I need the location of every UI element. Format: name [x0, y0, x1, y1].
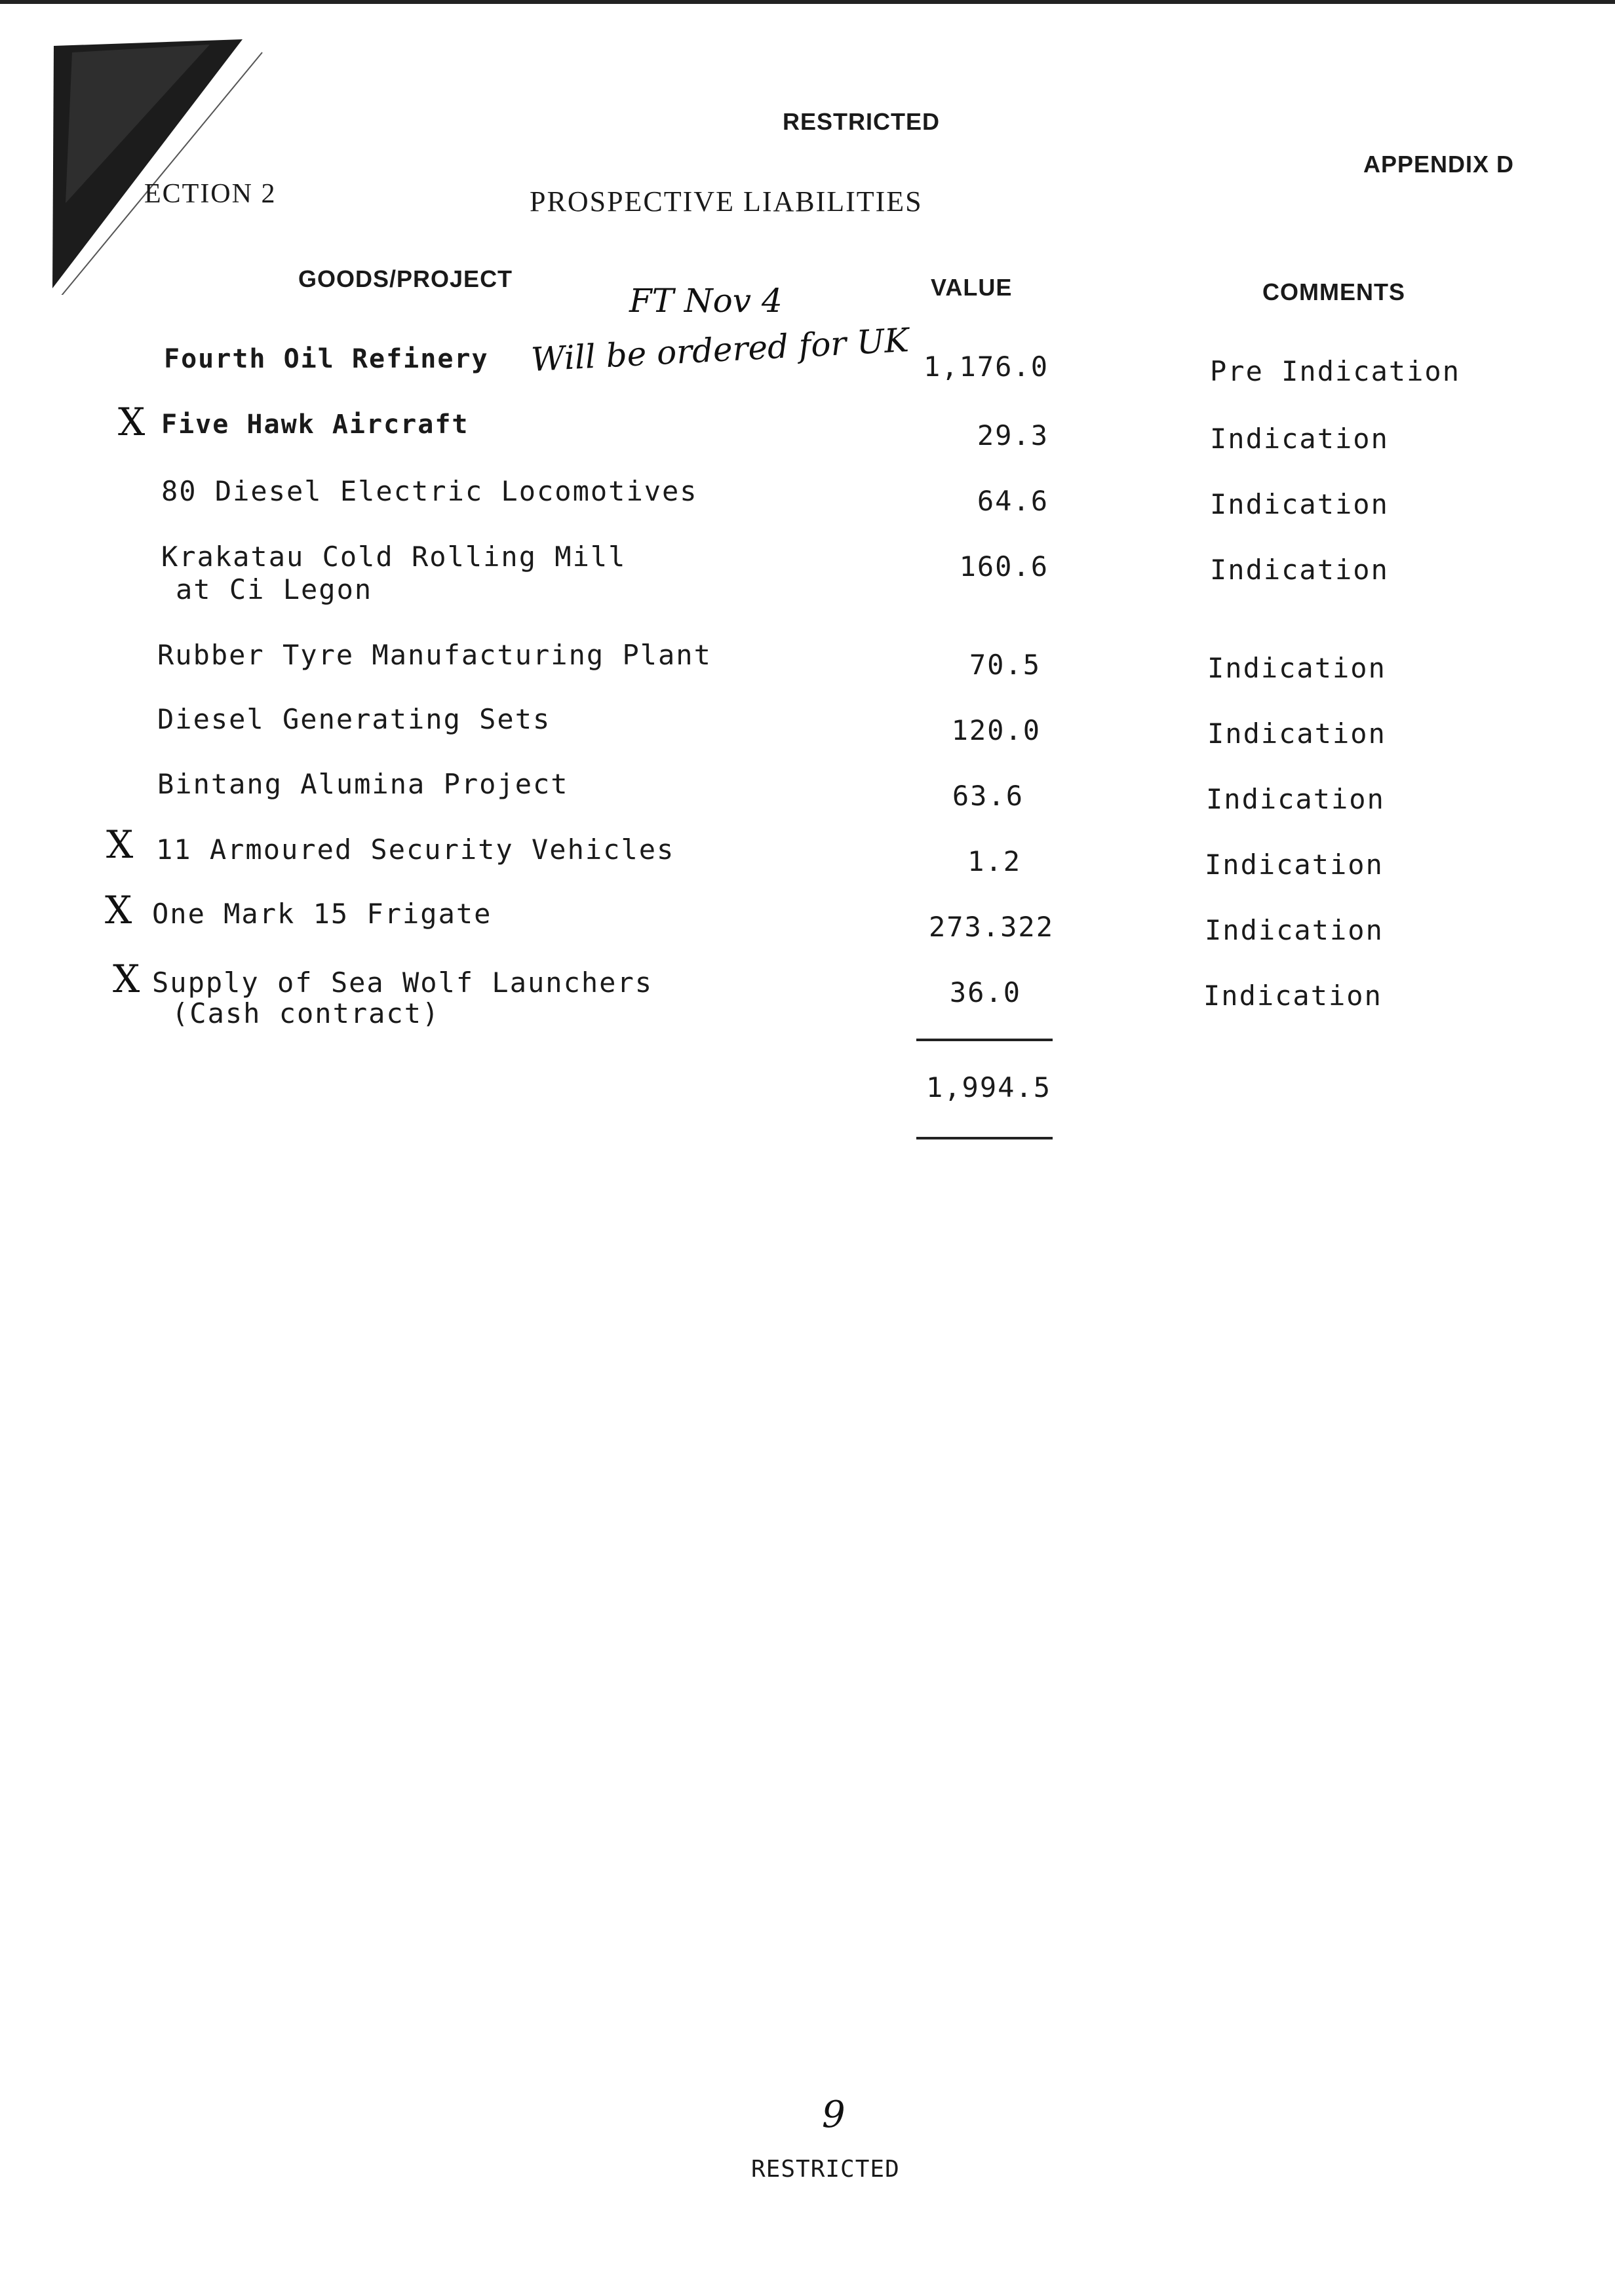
row-comment: Indication [1205, 849, 1384, 881]
row-comment: Indication [1207, 718, 1386, 750]
column-header-goods: GOODS/PROJECT [298, 265, 513, 292]
folded-corner-shadow [46, 39, 269, 295]
row-item-diesel-locomotives: 80 Diesel Electric Locomotives [161, 475, 698, 507]
row-value: 1,176.0 [923, 351, 1049, 383]
row-comment: Indication [1205, 914, 1384, 946]
page-title: PROSPECTIVE LIABILITIES [530, 185, 923, 218]
row-value: 64.6 [977, 485, 1049, 517]
row-item-sea-wolf-launchers-line2: (Cash contract) [172, 997, 440, 1029]
classification-footer: RESTRICTED [751, 2156, 900, 2183]
row-comment: Indication [1210, 488, 1389, 520]
classification-header: RESTRICTED [783, 108, 941, 135]
handwritten-note-date: FT Nov 4 [629, 282, 783, 320]
total-rule-bottom [916, 1137, 1053, 1139]
column-header-comments: COMMENTS [1262, 278, 1405, 305]
row-value: 70.5 [969, 649, 1041, 681]
row-value: 63.6 [952, 780, 1024, 812]
row-item-sea-wolf-launchers: Supply of Sea Wolf Launchers [152, 966, 653, 999]
row-comment: Indication [1210, 423, 1389, 455]
x-mark: X [105, 888, 132, 932]
row-item-diesel-generating-sets: Diesel Generating Sets [157, 703, 551, 735]
section-label: ECTION 2 [144, 179, 277, 209]
row-value: 36.0 [949, 976, 1021, 1008]
row-comment: Indication [1206, 783, 1385, 815]
appendix-label: APPENDIX D [1363, 151, 1515, 178]
row-item-rubber-tyre-plant: Rubber Tyre Manufacturing Plant [157, 639, 712, 671]
total-value: 1,994.5 [925, 1071, 1051, 1103]
row-comment: Indication [1203, 980, 1382, 1012]
x-mark: X [106, 822, 134, 867]
row-item-bintang-alumina: Bintang Alumina Project [157, 768, 569, 800]
row-value: 160.6 [959, 550, 1049, 583]
row-item-five-hawk-aircraft: Five Hawk Aircraft [161, 410, 469, 440]
row-value: 29.3 [977, 419, 1049, 451]
row-item-krakatau-mill-line2: at Ci Legon [176, 573, 373, 605]
handwritten-page-number: 9 [822, 2094, 846, 2136]
row-comment: Indication [1210, 554, 1389, 586]
total-rule-top [916, 1039, 1053, 1041]
row-item-armoured-vehicles: 11 Armoured Security Vehicles [156, 833, 675, 866]
row-value: 1.2 [967, 845, 1021, 877]
x-mark: X [113, 957, 140, 1001]
x-mark: X [118, 400, 146, 444]
row-item-frigate: One Mark 15 Frigate [152, 898, 492, 930]
row-comment: Indication [1207, 652, 1386, 684]
column-header-value: VALUE [931, 274, 1013, 301]
top-edge-line [0, 0, 1615, 4]
row-value: 273.322 [928, 911, 1054, 943]
row-item-fourth-oil-refinery: Fourth Oil Refinery [164, 344, 489, 374]
row-comment: Pre Indication [1210, 355, 1461, 387]
row-item-krakatau-mill: Krakatau Cold Rolling Mill [161, 541, 627, 573]
row-value: 120.0 [951, 714, 1041, 746]
handwritten-note-order: Will be ordered for UK [530, 320, 910, 379]
